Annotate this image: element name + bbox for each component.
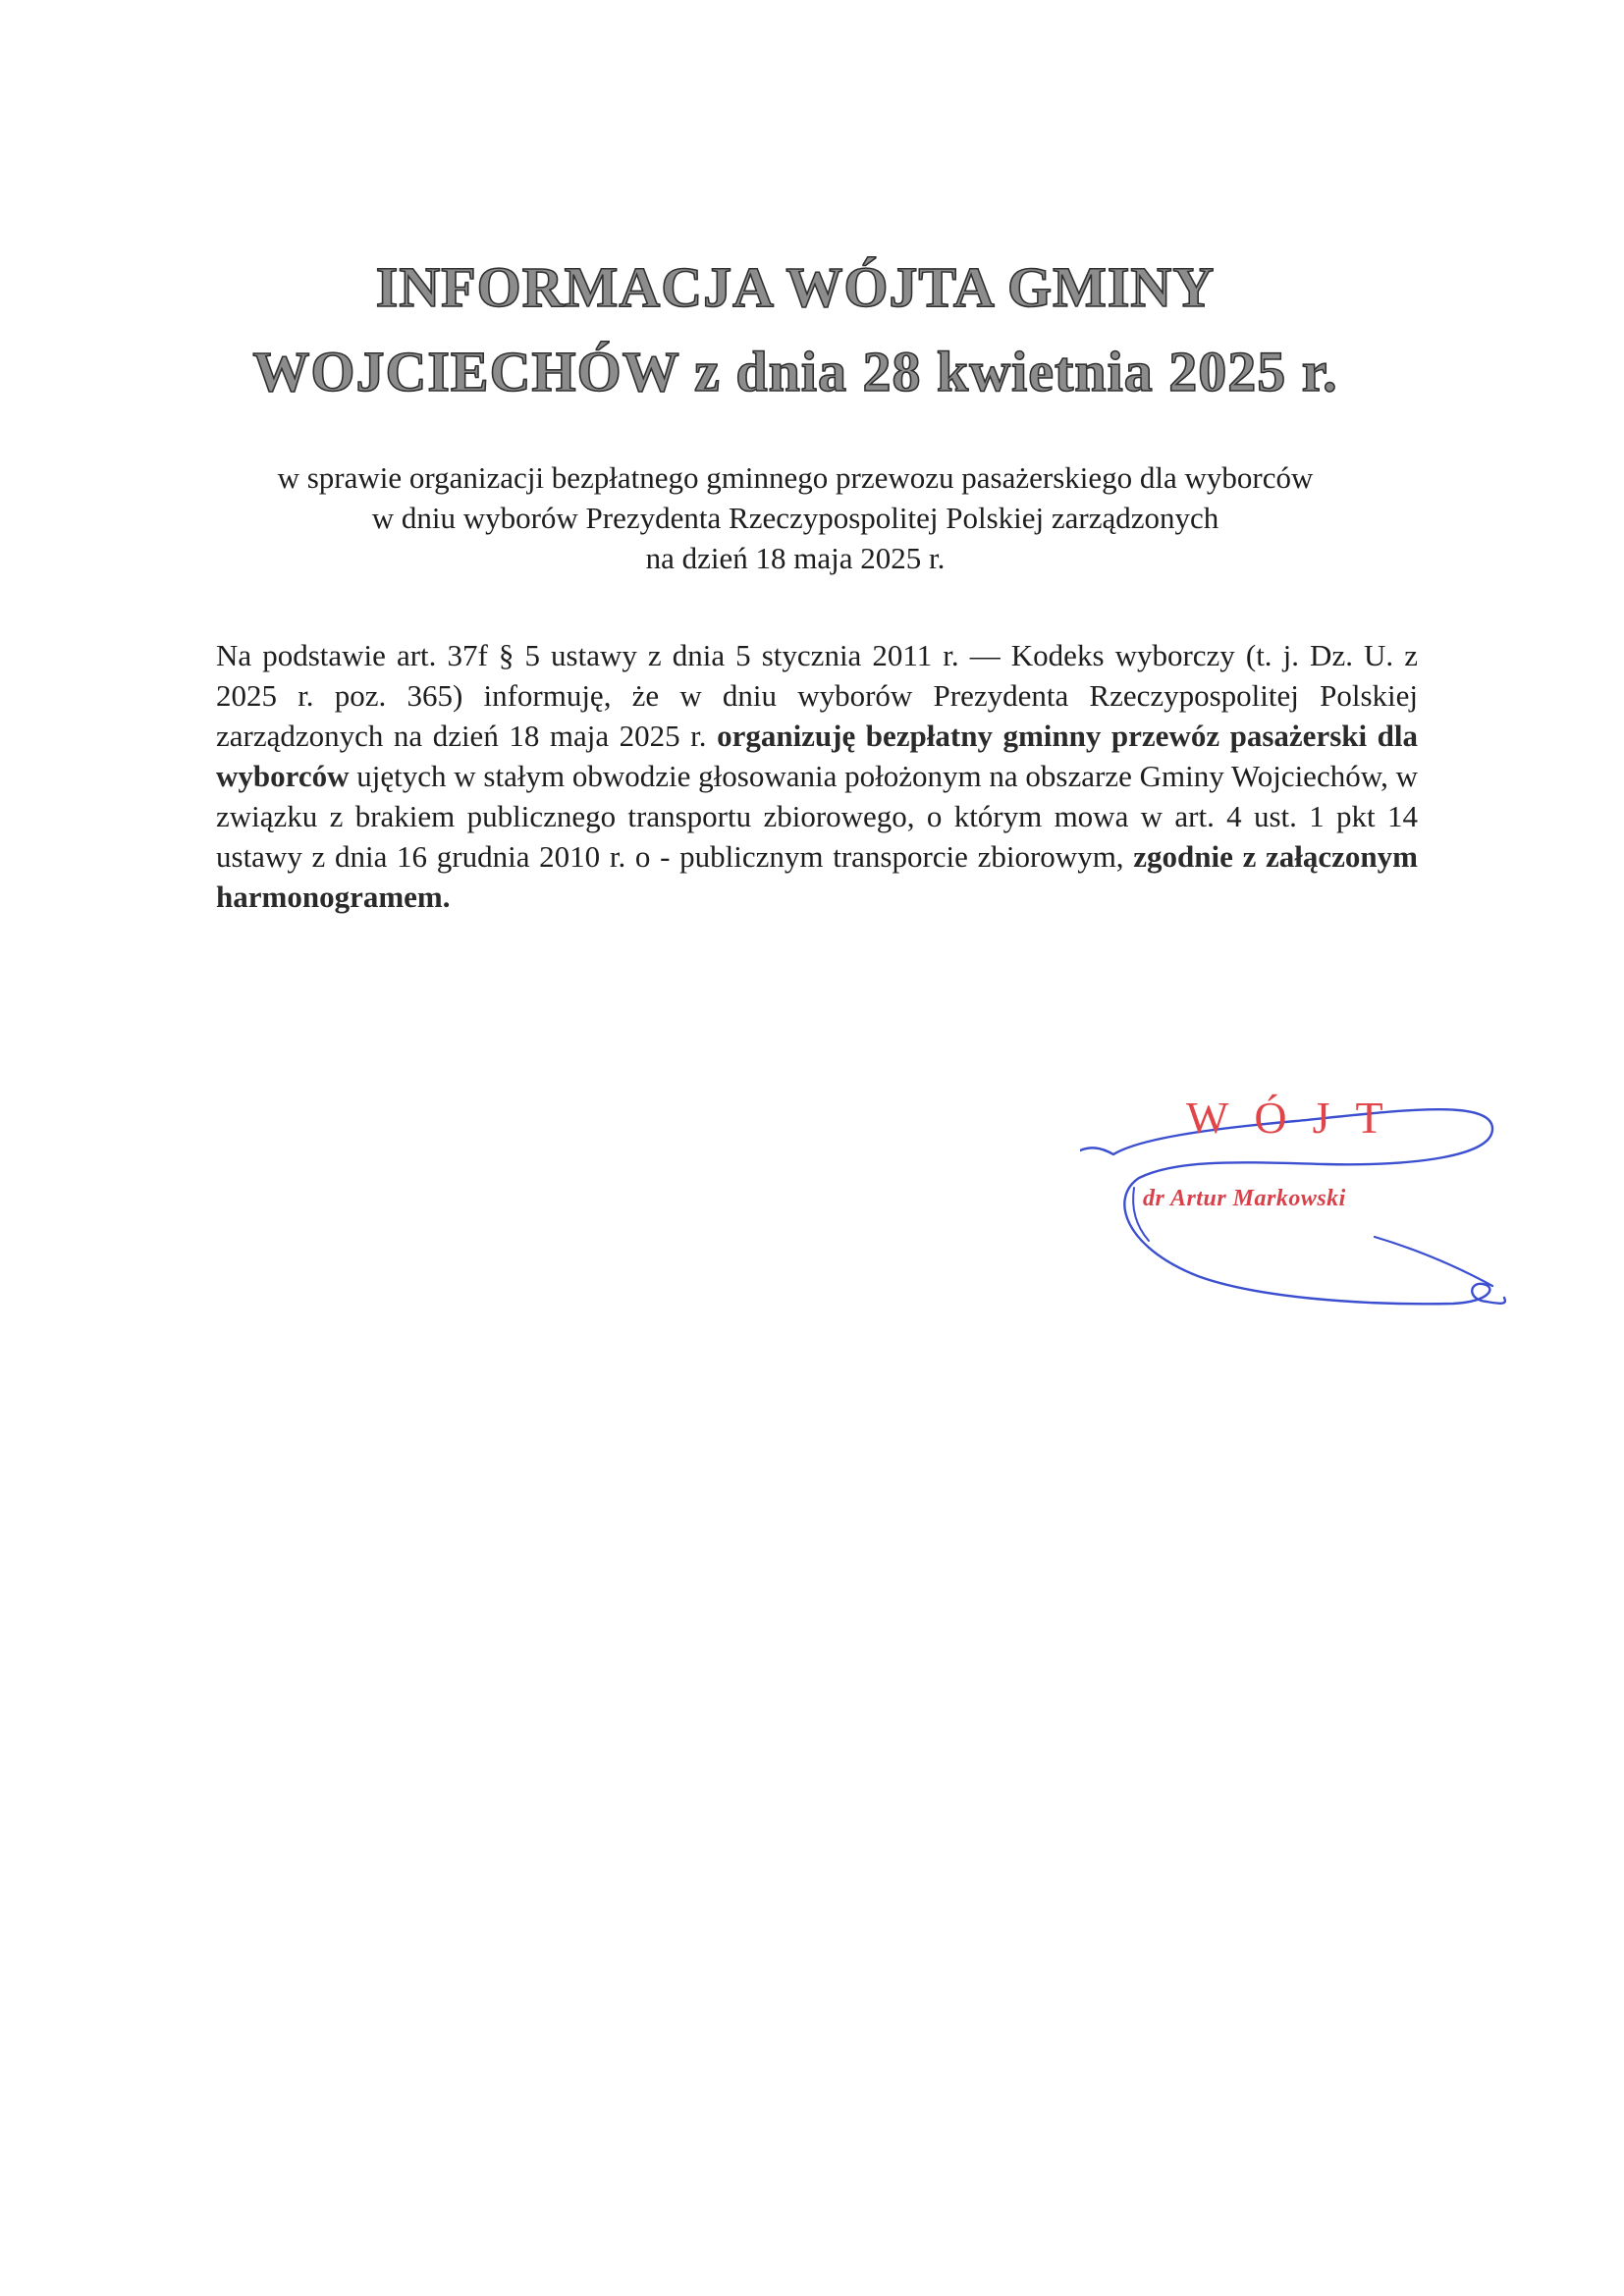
- title-line-2: WOJCIECHÓW z dnia 28 kwietnia 2025 r.: [252, 340, 1338, 403]
- subject-line-1: w sprawie organizacji bezpłatnego gminnego przewozu pasażerskiego dla wyborców: [277, 460, 1314, 495]
- body-paragraph: [216, 635, 1418, 917]
- title-line-1: INFORMACJA WÓJTA GMINY: [375, 255, 1216, 319]
- stamp-title: WÓJT: [1186, 1093, 1409, 1143]
- body-text-part-1: Na podstawie art. 37f § 5 ustawy z dnia 5 stycznia 2011 r. — Kodeks wyborczy (t. j. Dz. U. z 2025 r. poz. 365) informuję, że w dniu wyborów Prezydenta Rzeczypospolitej Polskiej zarządzonych na dzień 18 maja 2025 r.: [216, 638, 1418, 753]
- body-bold-phrase-2: zgodnie z załączonym harmonogramem.: [216, 839, 1418, 914]
- body-text-part-2: ujętych w stałym obwodzie głosowania położonym na obszarze Gminy Wojciechów, w związku z brakiem publicznego transportu zbiorowego, o którym mowa w art. 4 ust. 1 pkt 14 ustawy z dnia 16 grudnia 2010 r. o - publicznym transporcie zbiorowym,: [216, 759, 1418, 874]
- document-title: [196, 245, 1394, 414]
- handwritten-signature-icon: [1080, 1041, 1522, 1325]
- document-subject: [196, 457, 1394, 578]
- body-bold-phrase-1: organizuję bezpłatny gminny przewóz pasażerski dla wyborców: [216, 719, 1418, 793]
- stamp-name: dr Artur Markowski: [1143, 1186, 1346, 1211]
- signature-block: [1080, 1041, 1522, 1325]
- subject-line-2: w dniu wyborów Prezydenta Rzeczypospolitej Polskiej zarządzonych: [371, 501, 1219, 535]
- subject-line-3: na dzień 18 maja 2025 r.: [645, 541, 946, 575]
